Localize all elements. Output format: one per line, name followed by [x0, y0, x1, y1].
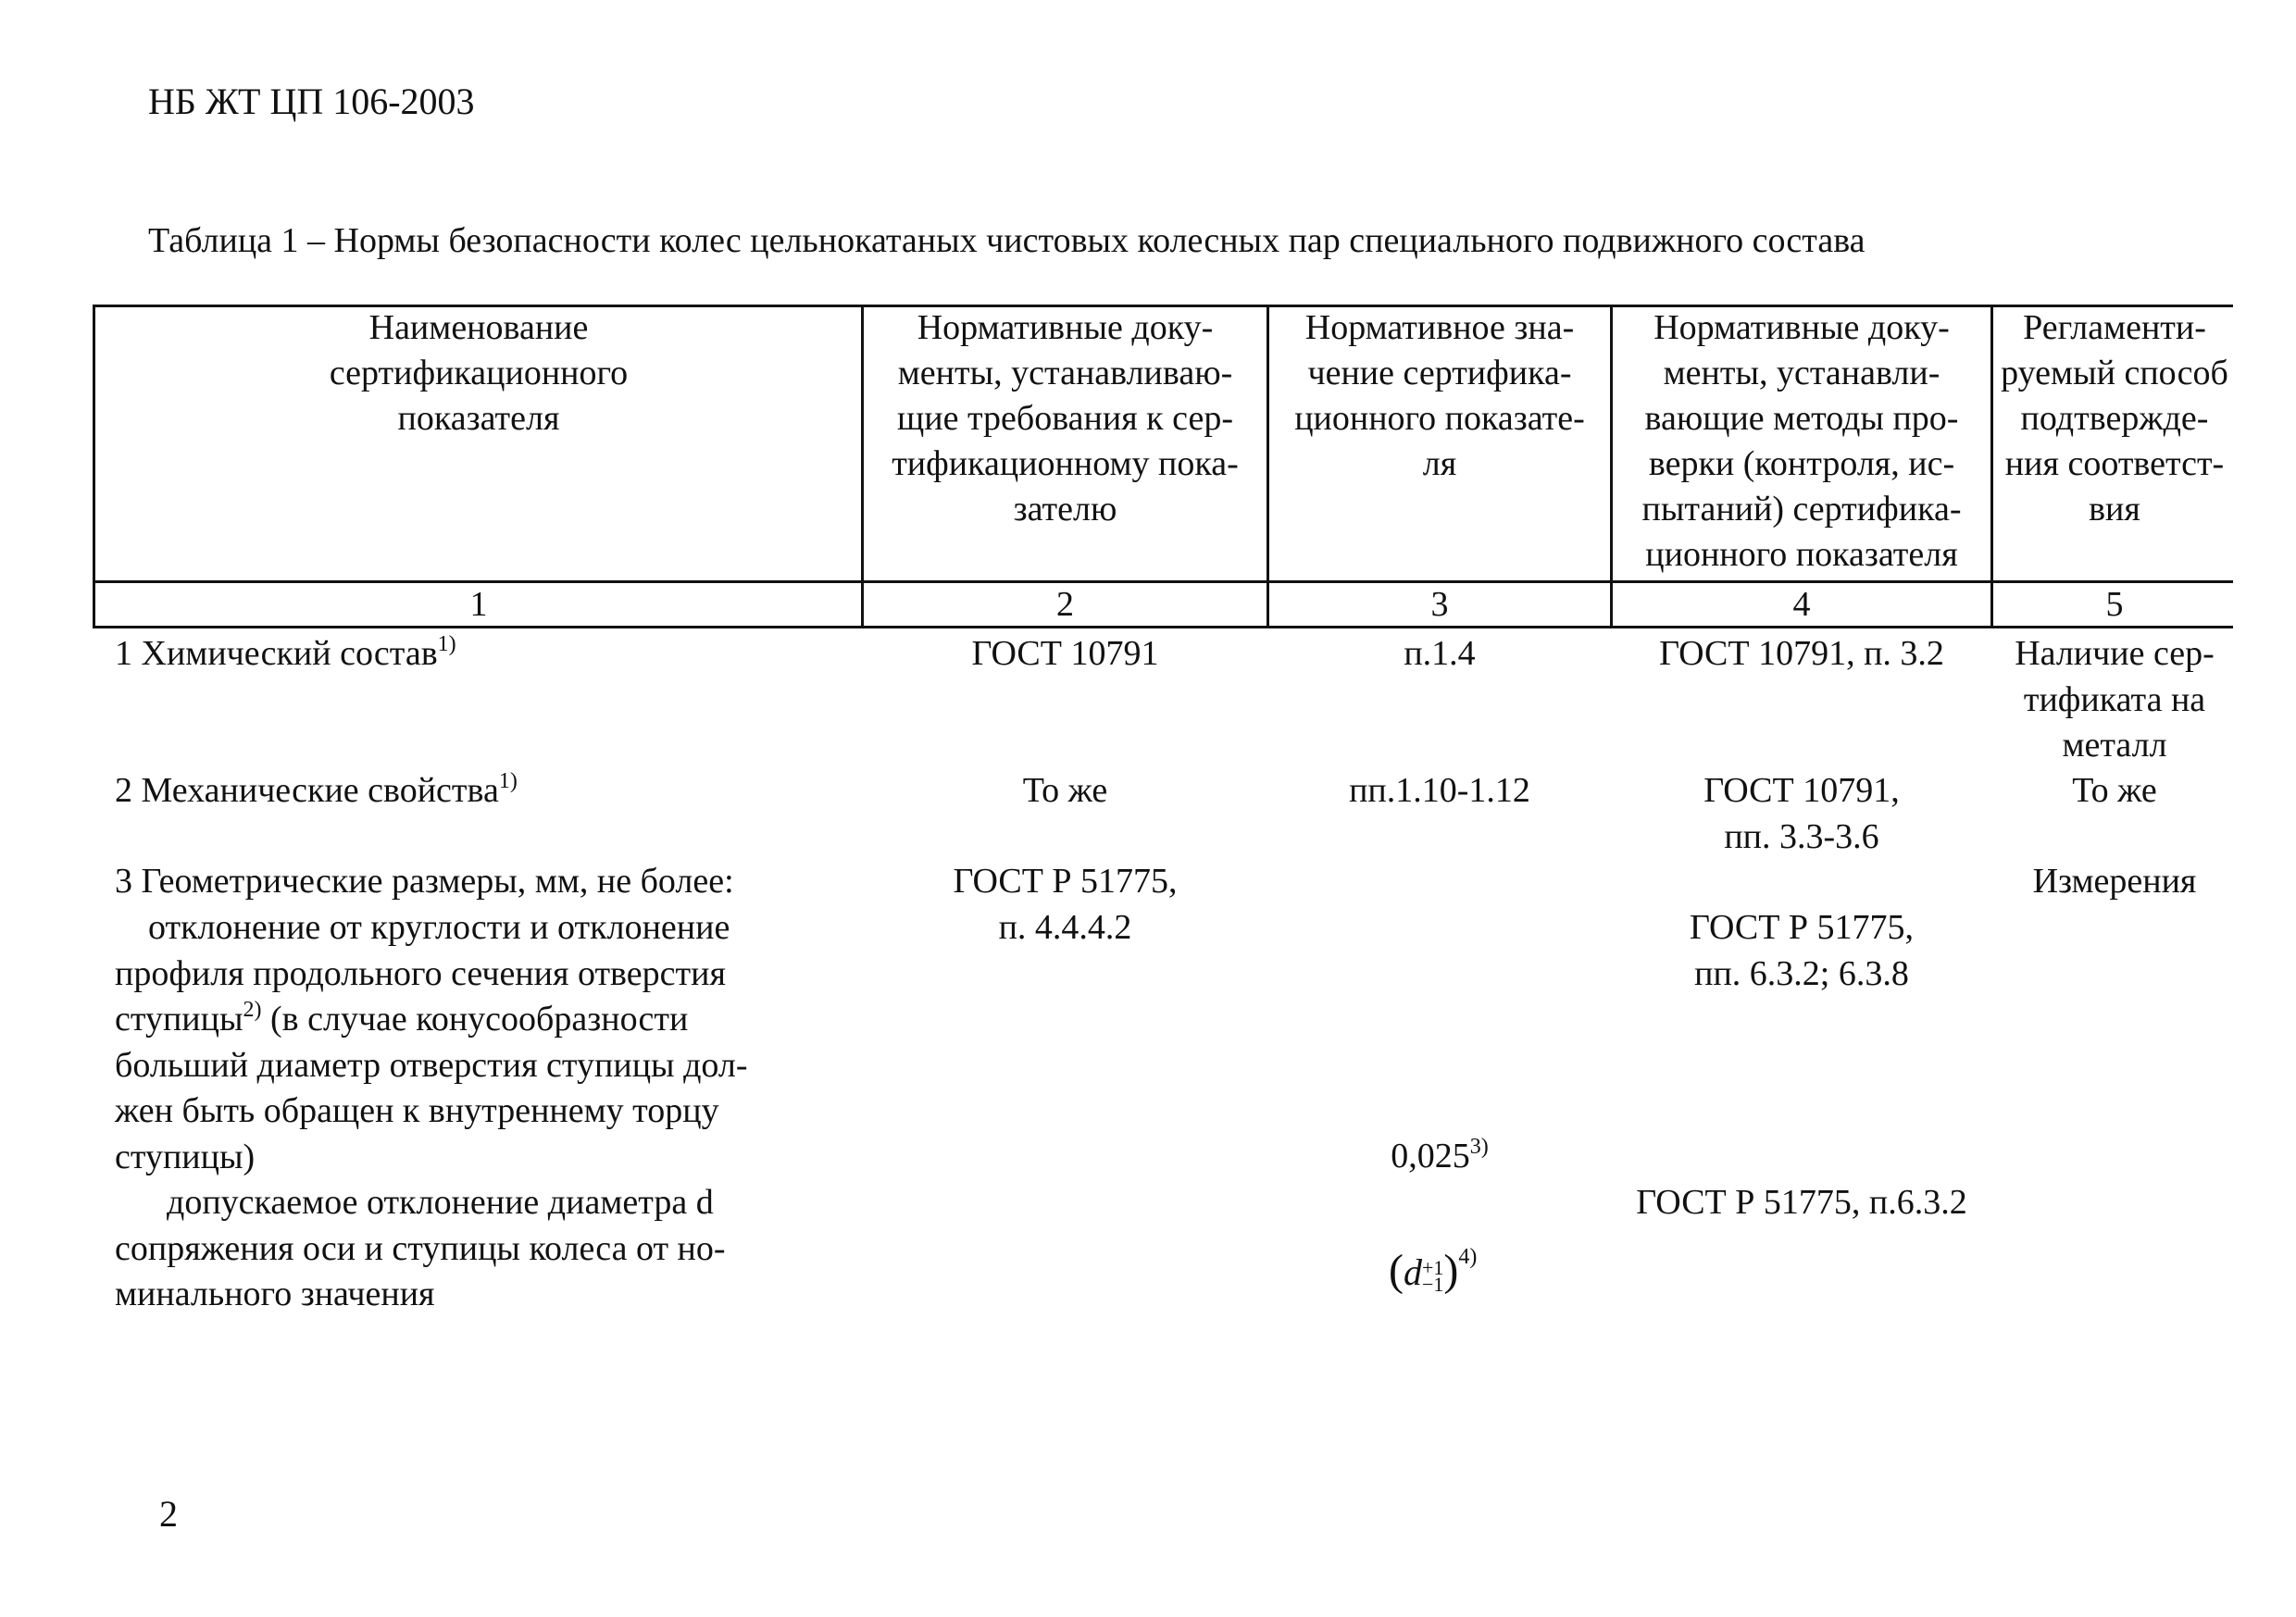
row-3-sub2-tolerance-formula: (d+1 −1)$^{4)}$ [1389, 1245, 1478, 1296]
row-2-standard: То же [1022, 771, 1108, 810]
page-number: 2 [159, 1493, 178, 1535]
row-1-indicator: 1 Химический состав$^{1)}$ [115, 632, 456, 673]
row-1-footnote-mark: 1) [437, 632, 456, 656]
document-code: НБ ЖТ ЦП 106-2003 [148, 81, 475, 122]
table-caption: Таблица 1 – Нормы безопасности колес цельнокатаных чистовых колесных пар специального подвижного состава [148, 221, 1866, 260]
column-number-3: 3 [1430, 585, 1449, 624]
column-number-2: 2 [1056, 585, 1074, 624]
row-1-confirmation: Наличие сер- тификата на металл [2015, 634, 2215, 765]
column-header-indicator: Наименование сертификационного показателя [329, 308, 629, 438]
row-2-footnote-mark: 1) [498, 769, 518, 793]
row-3-sub1-value-footnote-mark: 3) [1469, 1135, 1489, 1159]
column-number-1: 1 [469, 585, 488, 624]
table-left-border [93, 305, 95, 628]
formula-footnote-mark: 4) [1458, 1245, 1478, 1269]
row-2-indicator: 2 Механические свойства$^{1)}$ [115, 769, 518, 810]
column-number-5: 5 [2105, 585, 2124, 624]
row-3-standard: ГОСТ Р 51775, п. 4.4.4.2 [953, 862, 1178, 947]
row-1-standard: ГОСТ 10791 [971, 634, 1159, 673]
row-2-value: пп.1.10-1.12 [1349, 771, 1530, 810]
row-3-sub1-method: ГОСТ Р 51775, пп. 6.3.2; 6.3.8 [1689, 908, 1915, 993]
formula-close-paren: ) [1443, 1246, 1459, 1295]
row-1-method: ГОСТ 10791, п. 3.2 [1659, 634, 1944, 673]
row-3-sub1-value: 0,025$^{3)}$ [1391, 1135, 1489, 1175]
row-3-indicator: 3 Геометрические размеры, мм, не более: [115, 862, 734, 901]
row-3-sub1-indicator: отклонение от круглости и отклонение профиля продольного сечения отверстия ступицы$^{2)}$ (в случае конусообразности больший диаметр отверстия ступицы дол- жен быть обращен к внутреннему торцу ступицы) [115, 908, 748, 1176]
formula-tolerance-limits: +1 −1 [1421, 1255, 1444, 1296]
row-3-sub2-method: ГОСТ Р 51775, п.6.3.2 [1636, 1183, 1967, 1222]
row-3-sub2-indicator: допускаемое отклонение диаметра d сопряжения оси и ступицы колеса от но- минального значения [115, 1183, 726, 1313]
column-number-4: 4 [1792, 585, 1811, 624]
row-2-confirmation: То же [2072, 771, 2157, 810]
row-2-method: ГОСТ 10791, пп. 3.3-3.6 [1703, 771, 1900, 856]
header-bottom-border [93, 626, 2233, 628]
column-header-confirmation: Регламенти- руемый способ подтвержде- ния соответст- вия [2001, 308, 2228, 529]
row-3-confirmation: Измерения [2032, 862, 2197, 901]
column-header-requirements-docs: Нормативные доку- менты, устанавливаю- щие требования к сер- тификационному пока- зателю [892, 308, 1239, 529]
column-header-normative-value: Нормативное зна- чение сертифика- ционного показате- ля [1294, 308, 1585, 483]
row-1-value: п.1.4 [1404, 634, 1476, 673]
formula-open-paren: ( [1389, 1246, 1404, 1295]
row-3-sub1-footnote-mark: 2) [243, 998, 262, 1022]
column-header-method-docs: Нормативные доку- менты, устанавли- вающие методы про- верки (контроля, ис- пытаний) сертифика- ционного показателя [1641, 308, 1962, 574]
